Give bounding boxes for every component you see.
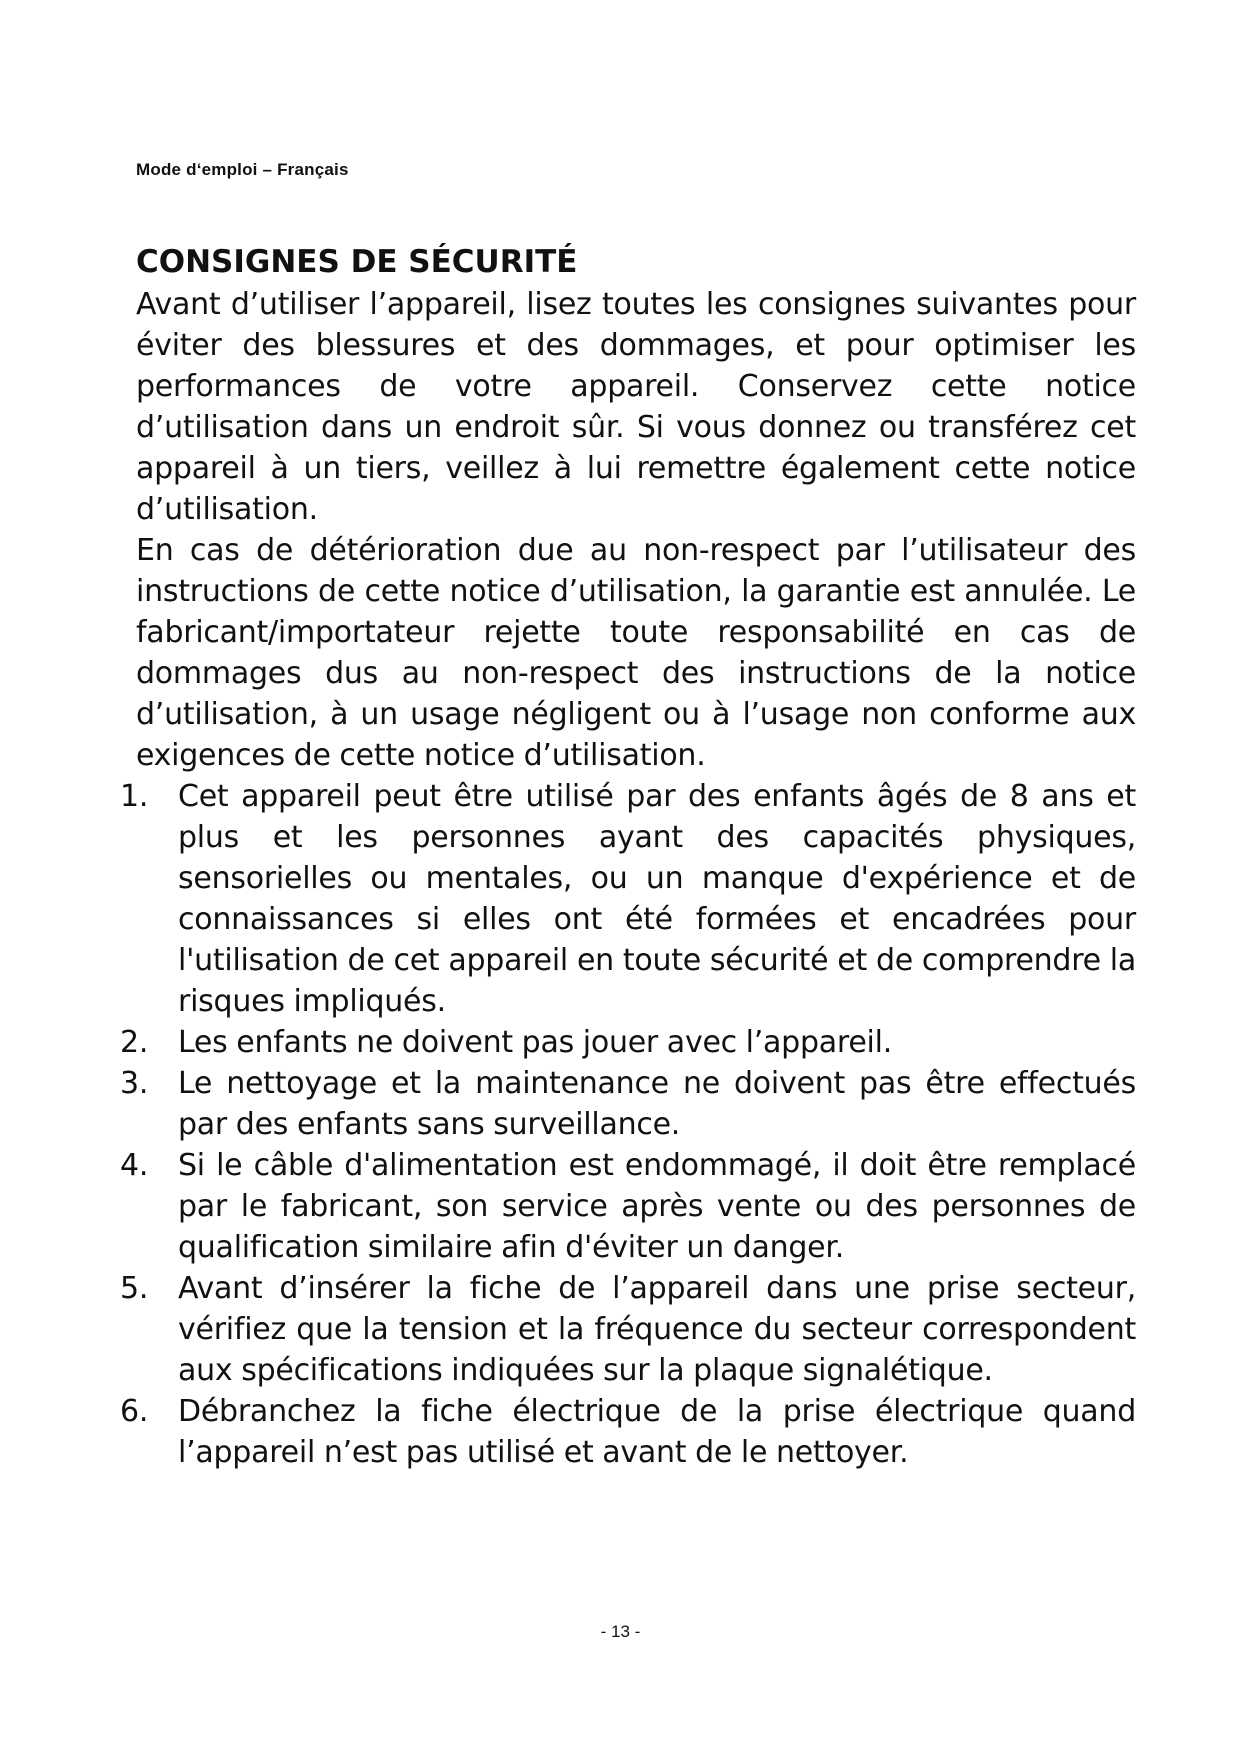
list-item [120,1022,1136,1063]
list-item-text: Avant d’insérer la fiche de l’appareil dans une prise secteur, vérifiez que la tension et la fréquence du secteur correspondent aux spécifications indiquées sur la plaque signalétique. [178,1271,1136,1388]
list-item-number: 5. [120,1271,149,1306]
list-item [120,1391,1136,1473]
list-item-text: Le nettoyage et la maintenance ne doivent pas être effectués par des enfants sans surveillance. [178,1066,1136,1142]
list-item-number: 2. [120,1025,149,1060]
safety-list [120,776,1136,1473]
list-item-text: Les enfants ne doivent pas jouer avec l’appareil. [178,1025,892,1060]
list-item [120,1268,1136,1391]
warranty-paragraph: En cas de détérioration due au non-respect par l’utilisateur des instructions de cette notice d’utilisation, la garantie est annulée. Le fabricant/importateur rejette toute responsabilité en cas de dommages dus au non-respect des instructions de la notice d’utilisation, à un usage négligent ou à l’usage non conforme aux exigences de cette notice d’utilisation. [136,533,1136,773]
list-item-number: 6. [120,1394,149,1429]
section-title: CONSIGNES DE SÉCURITÉ [136,244,578,280]
page-number: - 13 - [600,1622,641,1641]
list-item-text: Cet appareil peut être utilisé par des enfants âgés de 8 ans et plus et les personnes ayant des capacités physiques, sensorielles ou mentales, ou un manque d'expérience et de connaissances si elles ont été formées et encadrées pour l'utilisation de cet appareil en toute sécurité et de comprendre la risques impliqués. [178,779,1136,1019]
list-item-number: 3. [120,1066,149,1101]
list-item-text: Si le câble d'alimentation est endommagé, il doit être remplacé par le fabricant, son service après vente ou des personnes de qualification similaire afin d'éviter un danger. [178,1148,1136,1265]
list-item-number: 4. [120,1148,149,1183]
list-item [120,776,1136,1022]
list-item [120,1145,1136,1268]
running-header: Mode d‘emploi – Français [136,160,349,179]
list-item [120,1063,1136,1145]
intro-paragraph: Avant d’utiliser l’appareil, lisez toutes les consignes suivantes pour éviter des blessures et des dommages, et pour optimiser les performances de votre appareil. Conservez cette notice d’utilisation dans un endroit sûr. Si vous donnez ou transférez cet appareil à un tiers, veillez à lui remettre également cette notice d’utilisation. [136,287,1136,527]
safety-section [120,240,1136,1473]
list-item-text: Débranchez la fiche électrique de la prise électrique quand l’appareil n’est pas utilisé et avant de le nettoyer. [178,1394,1136,1470]
list-item-number: 1. [120,779,149,814]
